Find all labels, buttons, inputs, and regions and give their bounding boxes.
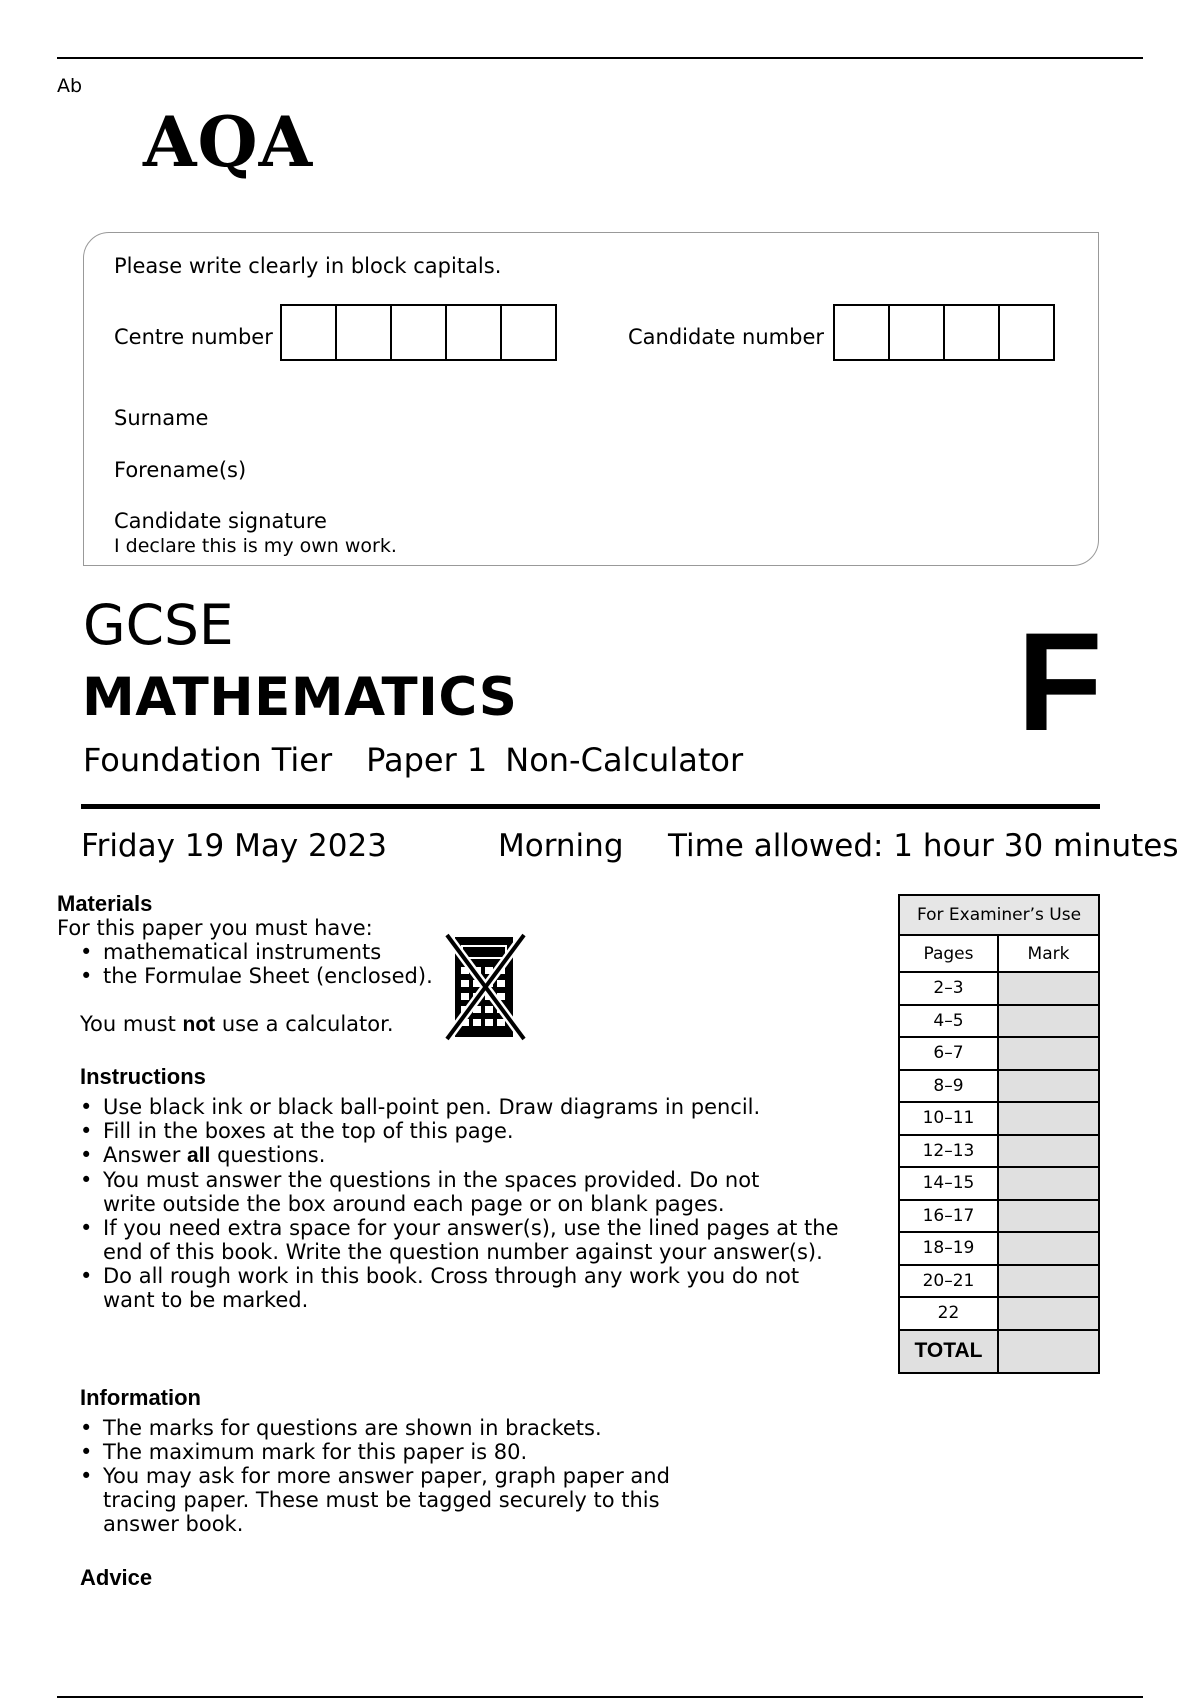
pages-cell: 18–19 xyxy=(899,1232,998,1265)
table-row xyxy=(899,972,1099,1005)
subject-title: MATHEMATICS xyxy=(82,667,518,728)
information-list xyxy=(80,1416,720,1536)
pages-cell: 12–13 xyxy=(899,1135,998,1168)
pages-cell: 22 xyxy=(899,1297,998,1330)
advice-heading: Advice xyxy=(80,1565,153,1590)
candidate-number-boxes xyxy=(833,304,1055,361)
list-item: • You may ask for more answer paper, graph paper and tracing paper. These must be tagged securely to this answer book. xyxy=(80,1464,720,1536)
materials-intro: For this paper you must have: xyxy=(57,916,373,940)
list-item: • Answer all questions. xyxy=(80,1143,850,1168)
mark-cell xyxy=(998,1005,1099,1038)
pages-cell: 20–21 xyxy=(899,1265,998,1298)
pages-cell: 16–17 xyxy=(899,1200,998,1233)
materials-heading: Materials xyxy=(57,891,153,916)
mark-cell xyxy=(998,1135,1099,1168)
centre-number-digit-box[interactable] xyxy=(390,304,447,361)
candidate-number-digit-box[interactable] xyxy=(888,304,945,361)
table-row xyxy=(899,1167,1099,1200)
pages-cell: 8–9 xyxy=(899,1070,998,1103)
table-row xyxy=(899,1200,1099,1233)
emphasis-all: all xyxy=(187,1144,211,1167)
total-mark-cell xyxy=(998,1330,1099,1373)
list-item: • The maximum mark for this paper is 80. xyxy=(80,1440,720,1464)
centre-number-digit-box[interactable] xyxy=(280,304,337,361)
examiners-use-table xyxy=(898,894,1100,1374)
aqa-logo: AQA xyxy=(143,102,314,183)
surname-label: Surname xyxy=(114,406,209,430)
mark-cell xyxy=(998,1232,1099,1265)
pages-column-header: Pages xyxy=(899,935,998,972)
instructions-list xyxy=(80,1095,850,1312)
paper-label: Paper 1 xyxy=(366,741,488,779)
centre-number-digit-box[interactable] xyxy=(335,304,392,361)
candidate-signature-label: Candidate signature xyxy=(114,509,327,533)
mark-cell xyxy=(998,1200,1099,1233)
table-row xyxy=(899,1135,1099,1168)
materials-list xyxy=(80,940,433,988)
total-row xyxy=(899,1330,1099,1373)
block-capitals-instruction: Please write clearly in block capitals. xyxy=(114,254,502,278)
pages-cell: 10–11 xyxy=(899,1102,998,1135)
tier-label: Foundation Tier xyxy=(83,741,333,779)
table-row xyxy=(899,1232,1099,1265)
emphasis-not: not xyxy=(182,1013,216,1036)
candidate-number-digit-box[interactable] xyxy=(833,304,890,361)
pages-cell: 14–15 xyxy=(899,1167,998,1200)
mark-cell xyxy=(998,1297,1099,1330)
table-row xyxy=(899,1037,1099,1070)
pages-cell: 4–5 xyxy=(899,1005,998,1038)
candidate-number-label: Candidate number xyxy=(628,325,824,349)
bottom-rule xyxy=(57,1696,1143,1698)
mark-cell xyxy=(998,1265,1099,1298)
paper-type-label: Non-Calculator xyxy=(505,741,744,779)
no-calculator-icon xyxy=(443,931,528,1043)
declaration-text: I declare this is my own work. xyxy=(114,535,397,557)
mark-cell xyxy=(998,1037,1099,1070)
list-item: • the Formulae Sheet (enclosed). xyxy=(80,964,433,988)
table-row xyxy=(899,1070,1099,1103)
time-allowed: Time allowed: 1 hour 30 minutes xyxy=(668,828,1179,864)
pages-cell: 6–7 xyxy=(899,1037,998,1070)
list-item: • If you need extra space for your answer(s), use the lined pages at the end of this book. Write the question number against your answer(s). xyxy=(80,1216,850,1264)
list-item: • The marks for questions are shown in brackets. xyxy=(80,1416,720,1440)
table-row xyxy=(899,1297,1099,1330)
candidate-number-digit-box[interactable] xyxy=(998,304,1055,361)
exam-date: Friday 19 May 2023 xyxy=(81,828,387,864)
table-row xyxy=(899,1102,1099,1135)
centre-number-label: Centre number xyxy=(114,325,273,349)
list-item: • mathematical instruments xyxy=(80,940,433,964)
centre-number-boxes xyxy=(280,304,557,361)
list-item: • Do all rough work in this book. Cross through any work you do not want to be marked. xyxy=(80,1264,850,1312)
list-item: • Fill in the boxes at the top of this page. xyxy=(80,1119,850,1143)
centre-number-digit-box[interactable] xyxy=(445,304,502,361)
tier-letter: F xyxy=(1017,603,1103,760)
centre-number-digit-box[interactable] xyxy=(500,304,557,361)
no-calculator-text: You must not use a calculator. xyxy=(80,1012,394,1036)
table-row xyxy=(899,1265,1099,1298)
candidate-number-digit-box[interactable] xyxy=(943,304,1000,361)
mark-column-header: Mark xyxy=(998,935,1099,972)
tier-paper-line xyxy=(83,740,777,780)
top-rule xyxy=(57,57,1143,59)
examiners-use-title: For Examiner’s Use xyxy=(899,895,1099,935)
list-item: • You must answer the questions in the spaces provided. Do not write outside the box around each page or on blank pages. xyxy=(80,1168,770,1216)
mark-cell xyxy=(998,1102,1099,1135)
exam-session: Morning xyxy=(498,828,624,864)
list-item: • Use black ink or black ball-point pen. Draw diagrams in pencil. xyxy=(80,1095,850,1119)
corner-text: Ab xyxy=(57,75,83,97)
forenames-label: Forename(s) xyxy=(114,458,247,482)
information-heading: Information xyxy=(80,1385,201,1410)
pages-cell: 2–3 xyxy=(899,972,998,1005)
mark-cell xyxy=(998,1070,1099,1103)
title-divider xyxy=(81,804,1100,809)
mark-cell xyxy=(998,972,1099,1005)
mark-cell xyxy=(998,1167,1099,1200)
qualification-title: GCSE xyxy=(83,593,234,657)
instructions-heading: Instructions xyxy=(80,1064,206,1089)
total-label: TOTAL xyxy=(899,1330,998,1373)
table-row xyxy=(899,1005,1099,1038)
